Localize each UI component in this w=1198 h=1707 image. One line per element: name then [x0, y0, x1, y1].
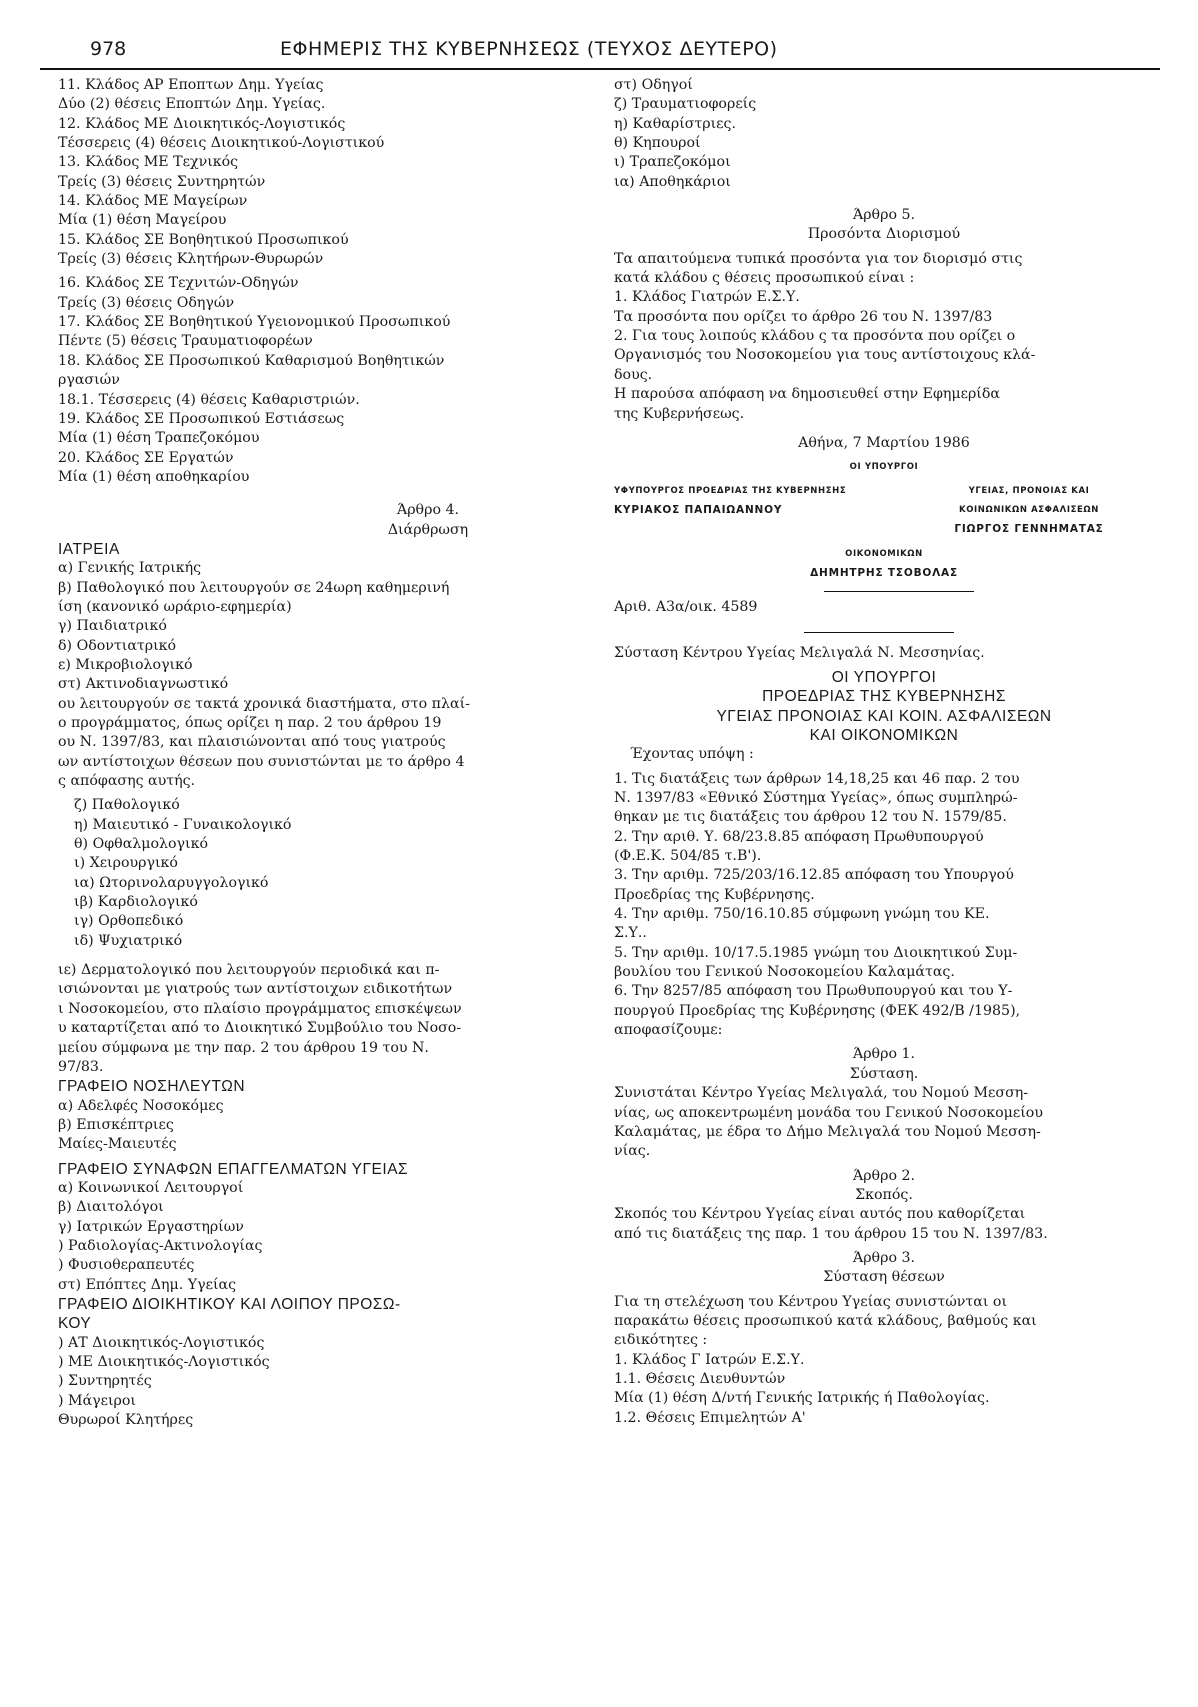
text-line: 5. Την αριθμ. 10/17.5.1985 γνώμη του Διοικητικού Συμ-: [614, 944, 1018, 961]
divider: [804, 632, 954, 633]
text-line: ι Νοσοκομείου, στο πλαίσιο προγράμματος επισκέψεων: [58, 1000, 462, 1017]
signatory-role: ΥΦΥΠΟΥΡΓΟΣ ΠΡΟΕΔΡΙΑΣ ΤΗΣ ΚΥΒΕΡΝΗΣΗΣ: [614, 485, 847, 496]
decision-heading: ΥΓΕΙΑΣ ΠΡΟΝΟΙΑΣ ΚΑΙ ΚΟΙΝ. ΑΣΦΑΛΙΣΕΩΝ: [716, 707, 1052, 725]
text-line: Ν. 1397/83 «Εθνικό Σύστημα Υγείας», όπως συμπληρώ-: [614, 790, 1018, 806]
text-line: 12. Κλάδος ΜΕ Διοικητικός-Λογιστικός: [58, 115, 346, 132]
section-heading-nurses: ΓΡΑΦΕΙΟ ΝΟΣΗΛΕΥΤΩΝ: [58, 1078, 246, 1096]
text-line: β) Παθολογικό που λειτουργούν σε 24ωρη καθημερινή: [58, 579, 450, 596]
text-line: Συνιστάται Κέντρο Υγείας Μελιγαλά, του Νομού Μεσση-: [614, 1085, 1029, 1102]
article-5-title: Άρθρο 5.: [852, 207, 916, 224]
text-line: η) Μαιευτικό - Γυναικολογικό: [74, 816, 292, 833]
article-3-title: Άρθρο 3.: [852, 1249, 916, 1266]
text-line: ζ) Παθολογικό: [74, 797, 180, 814]
decision-heading: ΠΡΟΕΔΡΙΑΣ ΤΗΣ ΚΥΒΕΡΝΗΣΗΣ: [762, 688, 1006, 706]
signatory-role-econ: ΟΙΚΟΝΟΜΙΚΩΝ: [845, 548, 923, 559]
text-line: βουλίου του Γενικού Νοσοκομείου Καλαμάτας.: [614, 964, 955, 981]
text-line: πουργού Προεδρίας της Κυβέρνησης (ΦΕΚ 492/Β /1985),: [614, 1002, 1021, 1019]
text-line: ς απόφασης αυτής.: [58, 773, 196, 790]
text-line: γ) Ιατρικών Εργαστηρίων: [58, 1218, 244, 1235]
text-line: ργασιών: [58, 372, 120, 389]
text-line: Η παρούσα απόφαση να δημοσιευθεί στην Εφημερίδα: [614, 386, 1000, 403]
text-line: Μία (1) θέση Μαγείρου: [58, 212, 227, 229]
section-heading-allied: ΓΡΑΦΕΙΟ ΣΥΝΑΦΩΝ ΕΠΑΓΓΕΛΜΑΤΩΝ ΥΓΕΙΑΣ: [58, 1160, 409, 1178]
text-line: αποφασίζουμε:: [614, 1022, 723, 1039]
text-line: θ) Οφθαλμολογικό: [74, 836, 209, 853]
text-line: νίας, ως αποκεντρωμένη μονάδα του Γενικού Νοσοκομείου: [614, 1104, 1043, 1121]
text-line: ι) Χειρουργικό: [74, 855, 178, 872]
text-line: Τα προσόντα που ορίζει το άρθρο 26 του Ν. 1397/83: [614, 308, 993, 325]
text-line: α) Αδελφές Νοσοκόμες: [58, 1097, 224, 1114]
text-line: ) Ραδιολογίας-Ακτινολογίας: [58, 1237, 263, 1254]
text-line: ια) Ωτορινολαρυγγολογικό: [74, 874, 269, 891]
signature-left: [614, 482, 884, 540]
text-line: 1. Τις διατάξεις των άρθρων 14,18,25 και 46 παρ. 2 του: [614, 770, 1020, 787]
text-line: (Φ.Ε.Κ. 504/85 τ.Β').: [614, 848, 762, 865]
text-line: Μία (1) θέση Δ/ντή Γενικής Ιατρικής ή Παθολογίας.: [614, 1390, 990, 1407]
text-line: ια) Αποθηκάριοι: [614, 173, 731, 190]
text-line: ιδ) Ψυχιατρικό: [74, 932, 183, 949]
text-line: στ) Οδηγοί: [614, 77, 693, 93]
text-line: ισιώνονται με γιατρούς των αντίστοιχων ειδικοτήτων: [58, 981, 453, 998]
text-line: ου Ν. 1397/83, και πλαισιώνονται από τους γιατρούς: [58, 734, 446, 751]
text-line: Μαίες-Μαιευτές: [58, 1136, 177, 1153]
text-line: Τρείς (3) θέσεις Κλητήρων-Θυρωρών: [58, 251, 324, 268]
text-line: 1.2. Θέσεις Επιμελητών Α': [614, 1409, 806, 1426]
text-line: Μία (1) θέση αποθηκαρίου: [58, 468, 250, 485]
text-line: δ) Οδοντιατρικό: [58, 637, 177, 654]
text-line: κατά κλάδου ς θέσεις προσωπικού είναι :: [614, 270, 915, 287]
text-line: υ καταρτίζεται από το Διοικητικό Συμβούλιο του Νοσο-: [58, 1020, 462, 1037]
text-line: ιε) Δερματολογικό που λειτουργούν περιοδικά και π-: [58, 962, 440, 979]
text-line: 1.1. Θέσεις Διευθυντών: [614, 1370, 786, 1387]
text-line: μείου σύμφωνα με την παρ. 2 του άρθρου 19 του Ν.: [58, 1039, 429, 1056]
signature-block: [614, 482, 1154, 540]
text-line: της Κυβερνήσεως.: [614, 405, 745, 422]
considering-label: Έχοντας υπόψη :: [630, 746, 754, 763]
text-line: από τις διατάξεις της παρ. 1 του άρθρου 15 του Ν. 1397/83.: [614, 1225, 1048, 1242]
article-4-title: Άρθρο 4.: [396, 502, 460, 519]
right-column: [614, 76, 1154, 1428]
text-line: 18. Κλάδος ΣΕ Προσωπικού Καθαρισμού Βοηθητικών: [58, 352, 445, 369]
signatory-name: ΚΥΡΙΑΚΟΣ ΠΑΠΑΙΩΑΝΝΟΥ: [614, 503, 783, 516]
text-line: 16. Κλάδος ΣΕ Τεχνιτών-Οδηγών: [58, 275, 299, 292]
text-line: β) Διαιτολόγοι: [58, 1199, 164, 1216]
text-line: Θυρωροί Κλητήρες: [58, 1412, 194, 1429]
text-line: 97/83.: [58, 1058, 104, 1075]
text-line: 17. Κλάδος ΣΕ Βοηθητικού Υγειονομικού Προσωπικού: [58, 314, 451, 331]
signatory-role: ΥΓΕΙΑΣ, ΠΡΟΝΟΙΑΣ ΚΑΙ: [968, 485, 1090, 496]
section-heading-admin-cont: ΚΟΥ: [58, 1315, 92, 1333]
text-line: θηκαν με τις διατάξεις του άρθρου 12 του Ν. 1579/85.: [614, 809, 1007, 826]
text-line: ) ΜΕ Διοικητικός-Λογιστικός: [58, 1354, 270, 1370]
text-line: 2. Την αριθ. Υ. 68/23.8.85 απόφαση Πρωθυπουργού: [614, 828, 984, 845]
text-line: 19. Κλάδος ΣΕ Προσωπικού Εστιάσεως: [58, 410, 345, 427]
text-line: η) Καθαρίστριες.: [614, 115, 736, 132]
text-line: 4. Την αριθμ. 750/16.10.85 σύμφωνη γνώμη του ΚΕ.: [614, 906, 990, 923]
section-heading-admin: ΓΡΑΦΕΙΟ ΔΙΟΙΚΗΤΙΚΟΥ ΚΑΙ ΛΟΙΠΟΥ ΠΡΟΣΩ-: [58, 1295, 401, 1313]
text-line: Τρείς (3) θέσεις Οδηγών: [58, 294, 235, 311]
text-line: ι) Τραπεζοκόμοι: [614, 154, 731, 171]
decision-reference: Αριθ. Α3α/οικ. 4589: [614, 599, 758, 616]
text-line: 1. Κλάδος Γ Ιατρών Ε.Σ.Υ.: [614, 1351, 805, 1368]
text-line: ) Φυσιοθεραπευτές: [58, 1257, 195, 1274]
text-line: 1. Κλάδος Γιατρών Ε.Σ.Υ.: [614, 289, 800, 306]
text-line: 20. Κλάδος ΣΕ Εργατών: [58, 449, 234, 466]
signatory-role-cont: ΚΟΙΝΩΝΙΚΩΝ ΑΣΦΑΛΙΣΕΩΝ: [959, 504, 1099, 515]
text-line: ) Συντηρητές: [58, 1373, 152, 1390]
text-line: 11. Κλάδος ΑΡ Εποπτων Δημ. Υγείας: [58, 77, 324, 93]
article-2-title: Άρθρο 2.: [852, 1167, 916, 1184]
text-line: Καλαμάτας, με έδρα το Δήμο Μελιγαλά του Νομού Μεσση-: [614, 1123, 1041, 1140]
text-line: δους.: [614, 366, 653, 383]
decision-title: Σύσταση Κέντρου Υγείας Μελιγαλά Ν. Μεσσηνίας.: [614, 644, 985, 661]
text-line: Δύο (2) θέσεις Εποπτών Δημ. Υγείας.: [58, 96, 326, 113]
decision-heading: ΚΑΙ ΟΙΚΟΝΟΜΙΚΩΝ: [809, 726, 959, 744]
text-line: 14. Κλάδος ΜΕ Μαγείρων: [58, 193, 248, 210]
signatory-name: ΓΙΩΡΓΟΣ ΓΕΝΝΗΜΑΤΑΣ: [954, 523, 1104, 536]
text-line: ίση (κανονικό ωράριο-εφημερία): [58, 598, 292, 615]
text-line: 15. Κλάδος ΣΕ Βοηθητικού Προσωπικού: [58, 231, 349, 248]
ministers-label: ΟΙ ΥΠΟΥΡΓΟΙ: [849, 462, 919, 473]
text-line: α) Γενικής Ιατρικής: [58, 560, 202, 577]
signature-right: [904, 482, 1154, 540]
article-2-subtitle: Σκοπός.: [855, 1186, 913, 1203]
text-line: γ) Παιδιατρικό: [58, 618, 167, 635]
text-line: Πέντε (5) θέσεις Τραυματιοφορέων: [58, 333, 313, 350]
text-line: νίας.: [614, 1143, 651, 1160]
text-line: Τρείς (3) θέσεις Συντηρητών: [58, 173, 266, 190]
gazette-title: ΕΦΗΜΕΡΙΣ ΤΗΣ ΚΥΒΕΡΝΗΣΕΩΣ (ΤΕΥΧΟΣ ΔΕΥΤΕΡΟ): [280, 38, 778, 60]
article-5-subtitle: Προσόντα Διορισμού: [807, 226, 961, 243]
left-column: [58, 76, 578, 1430]
text-line: 6. Την 8257/85 απόφαση του Πρωθυπουργού και του Υ-: [614, 983, 1013, 1000]
text-line: Σ.Υ..: [614, 925, 647, 942]
text-line: ) ΑΤ Διοικητικός-Λογιστικός: [58, 1334, 265, 1351]
text-line: 13. Κλάδος ΜΕ Τεχνικός: [58, 154, 239, 171]
text-line: ιγ) Ορθοπεδικό: [74, 913, 184, 930]
article-3-subtitle: Σύσταση θέσεων: [823, 1269, 945, 1286]
page-number: 978: [90, 38, 127, 60]
article-4-subtitle: Διάρθρωση: [387, 521, 469, 538]
text-line: ιβ) Καρδιολογικό: [74, 894, 198, 911]
decision-heading: ΟΙ ΥΠΟΥΡΓΟΙ: [831, 668, 937, 686]
text-line: Τα απαιτούμενα τυπικά προσόντα για τον διορισμό στις: [614, 250, 1023, 267]
text-line: ε) Μικροβιολογικό: [58, 656, 193, 673]
text-line: στ) Επόπτες Δημ. Υγείας: [58, 1276, 237, 1293]
text-line: παρακάτω θέσεις προσωπικού κατά κλάδους, βαθμούς και: [614, 1312, 1037, 1329]
text-line: β) Επισκέπτριες: [58, 1116, 174, 1133]
text-line: ) Μάγειροι: [58, 1392, 136, 1409]
text-line: Οργανισμός του Νοσοκομείου για τους αντίστοιχους κλά-: [614, 347, 1036, 364]
text-line: θ) Κηπουροί: [614, 135, 701, 152]
signatory-name-econ: ΔΗΜΗΤΡΗΣ ΤΣΟΒΟΛΑΣ: [810, 566, 958, 579]
article-1-subtitle: Σύσταση.: [849, 1065, 919, 1082]
text-line: Σκοπός του Κέντρου Υγείας είναι αυτός που καθορίζεται: [614, 1206, 1026, 1223]
text-line: ων αντίστοιχων θέσεων που συνιστώνται με το άρθρο 4: [58, 753, 465, 770]
text-line: Τέσσερεις (4) θέσεις Διοικητικού-Λογιστικού: [58, 135, 385, 152]
divider: [824, 591, 974, 592]
text-line: ζ) Τραυματιοφορείς: [614, 96, 757, 113]
article-1-title: Άρθρο 1.: [852, 1046, 916, 1063]
text-line: Μία (1) θέση Τραπεζοκόμου: [58, 430, 260, 447]
section-heading-clinics: ΙΑΤΡΕΙΑ: [58, 540, 120, 558]
text-line: ειδικότητες :: [614, 1332, 708, 1349]
signing-date: Αθήνα, 7 Μαρτίου 1986: [798, 434, 970, 451]
clinics-list: [58, 559, 578, 951]
text-line: α) Κοινωνικοί Λειτουργοί: [58, 1179, 244, 1196]
text-line: στ) Ακτινοδιαγνωστικό: [58, 676, 229, 693]
branch-list: [58, 76, 578, 487]
text-line: 2. Για τους λοιπούς κλάδου ς τα προσόντα που ορίζει ο: [614, 328, 1016, 345]
text-line: 3. Την αριθμ. 725/203/16.12.85 απόφαση του Υπουργού: [614, 867, 1014, 884]
text-line: ου λειτουργούν σε τακτά χρονικά διαστήματα, στο πλαί-: [58, 695, 470, 712]
periodic-clinics-paragraph: [58, 961, 578, 1077]
text-line: Προεδρίας της Κυβέρνησης.: [614, 886, 815, 903]
text-line: Για τη στελέχωση του Κέντρου Υγείας συνιστώνται οι: [614, 1293, 1008, 1310]
page-header: [40, 34, 1160, 70]
text-line: 18.1. Τέσσερεις (4) θέσεις Καθαριστριών.: [58, 391, 360, 408]
text-line: ο προγράμματος, όπως ορίζει η παρ. 2 του άρθρου 19: [58, 715, 442, 731]
